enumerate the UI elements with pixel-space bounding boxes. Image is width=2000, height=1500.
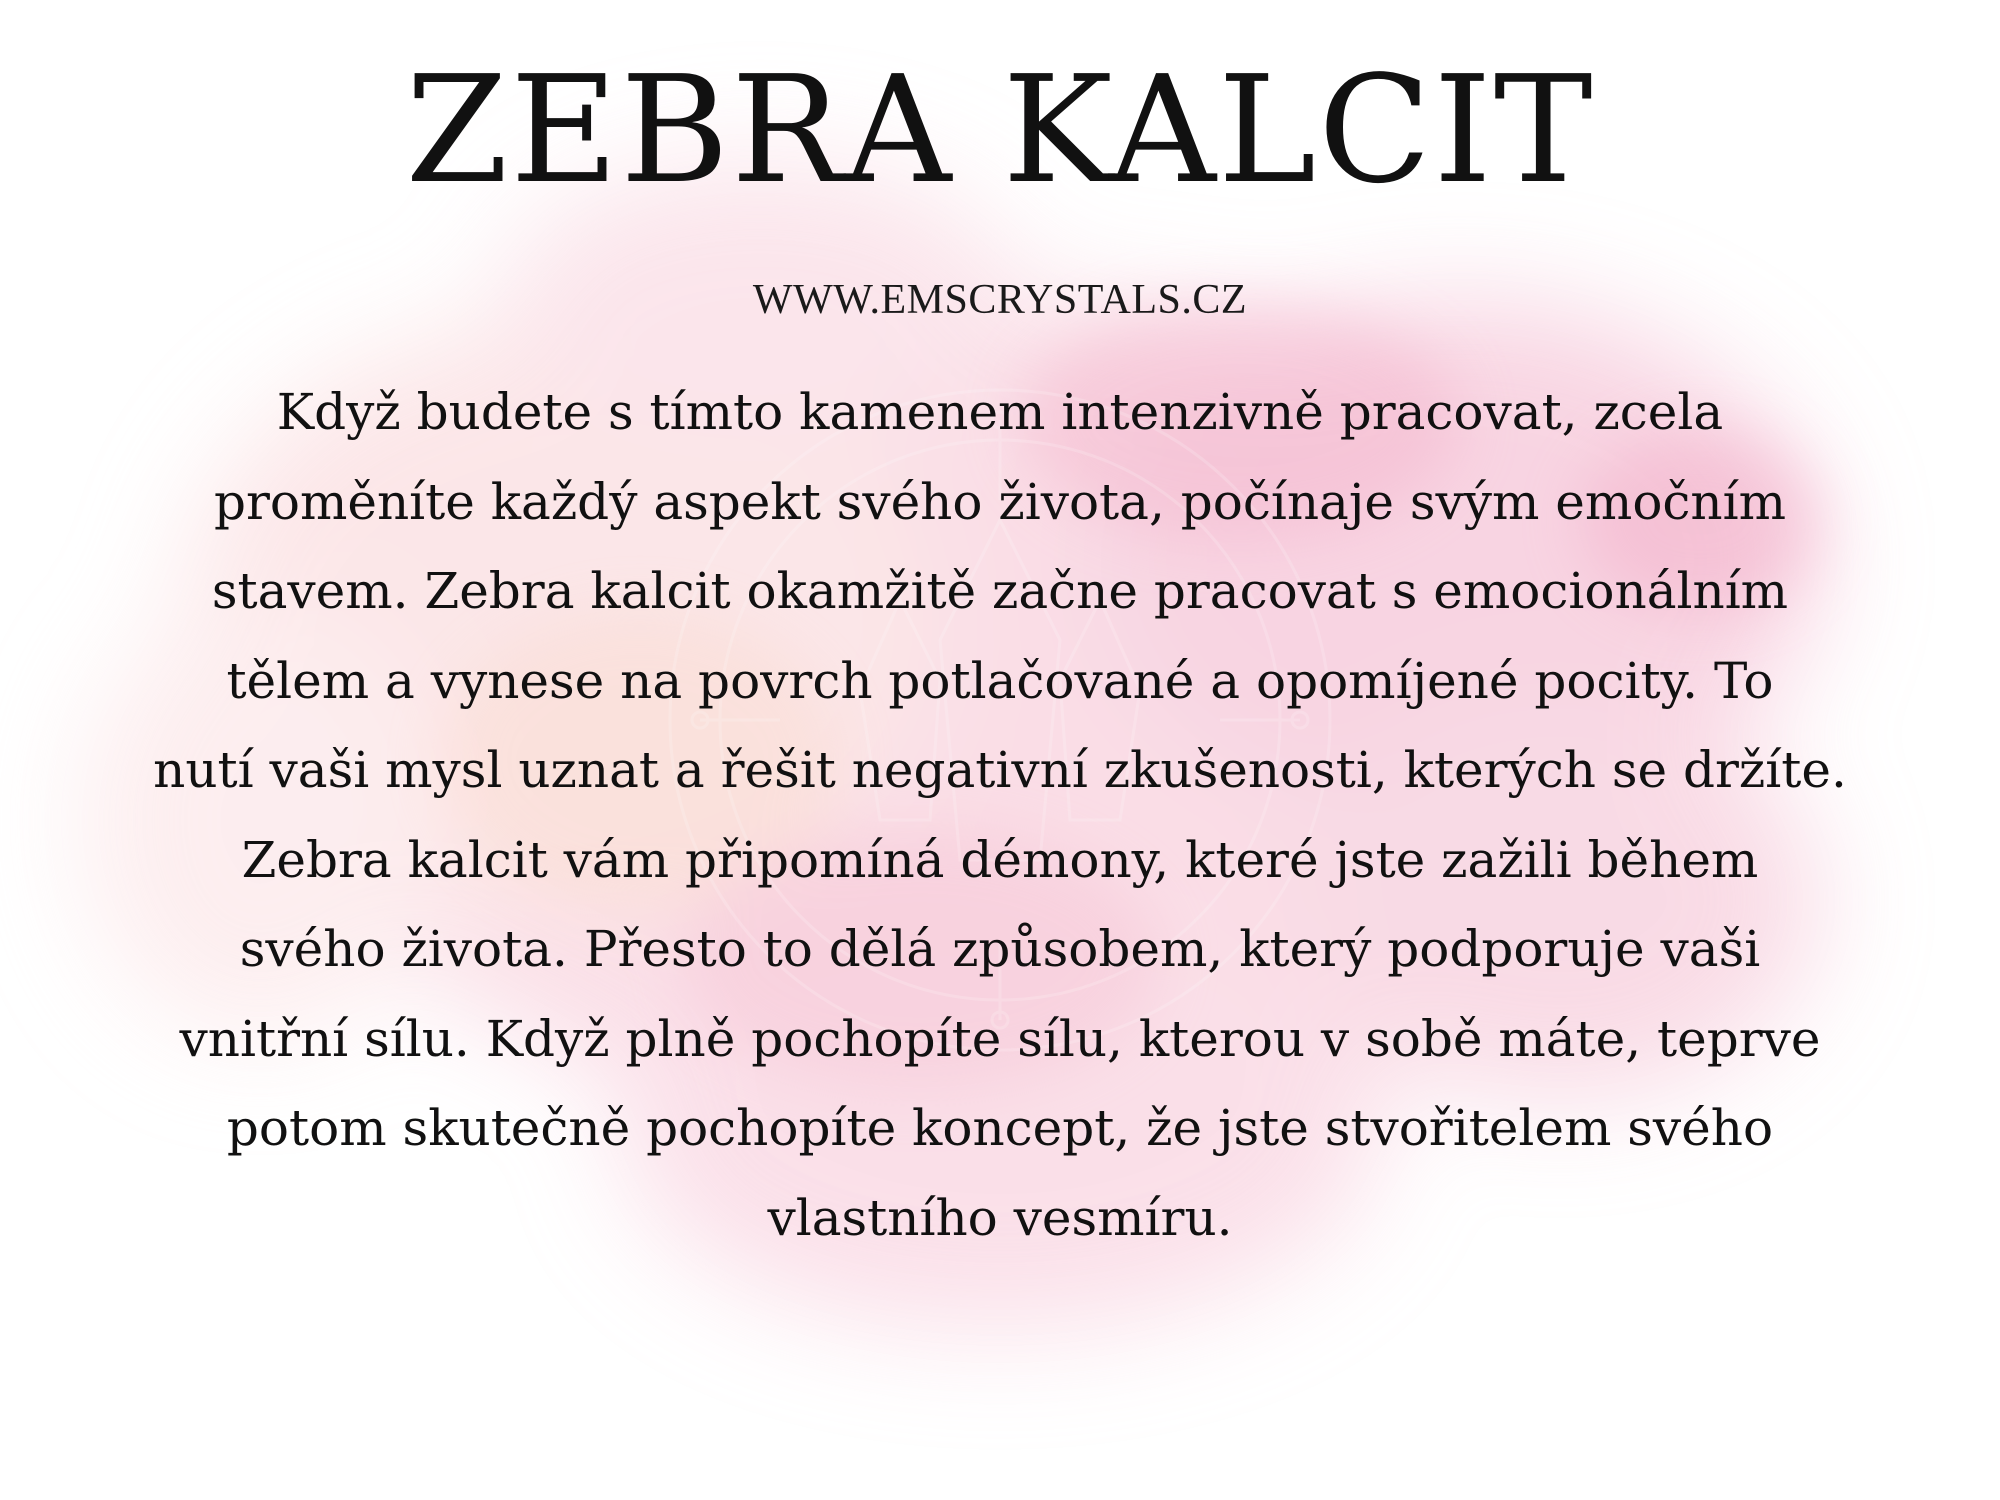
description-line: tělem a vynese na povrch potlačované a opomíjené pocity. To [226,651,1774,710]
description-line: proměníte každý aspekt svého života, počínaje svým emočním [213,472,1787,531]
description-line: Když budete s tímto kamenem intenzivně pracovat, zcela [276,383,1724,441]
description-line: stavem. Zebra kalcit okamžitě začne pracovat s emocionálním [211,562,1789,620]
description-line: svého života. Přesto to dělá způsobem, který podporuje vaši [239,920,1761,978]
description-line: nutí vaši mysl uznat a řešit negativní zkušenosti, kterých se držíte. [153,741,1847,799]
website-url: WWW.EMSCRYSTALS.CZ [752,277,1248,323]
description-line: potom skutečně pochopíte koncept, že jste stvořitelem svého [226,1099,1774,1157]
description-line: Zebra kalcit vám připomíná démony, které jste zažili během [241,830,1759,889]
page-title: ZEBRA KALCIT [405,44,1595,216]
description-line: vnitřní sílu. Když plně pochopíte sílu, kterou v sobě máte, teprve [179,1009,1821,1068]
description-line: vlastního vesmíru. [767,1188,1233,1247]
description-paragraph [20,368,1980,1263]
